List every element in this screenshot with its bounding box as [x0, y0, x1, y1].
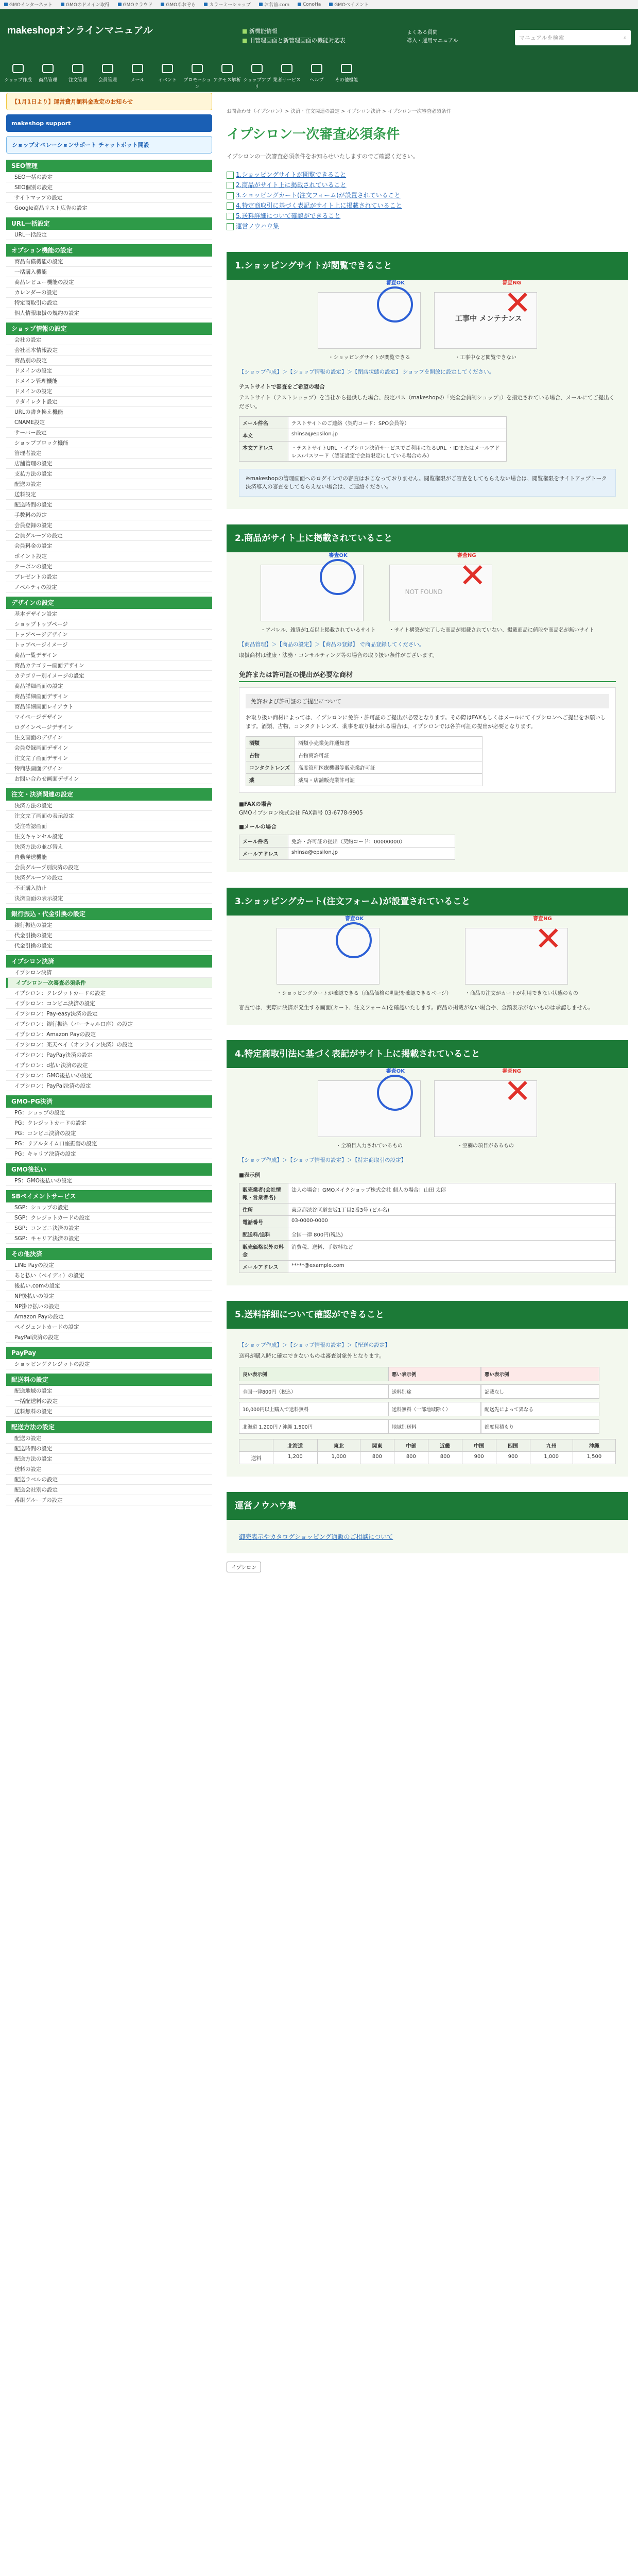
- shipping-header-cell: 東北: [317, 1439, 360, 1452]
- sidebar-item[interactable]: 送料無料の設定: [6, 1406, 212, 1417]
- section-1: 1.ショッピングサイトが閲覧できること 審査OK ・ショッピングサイトが閲覧できる 工事中 メンテナンス ✕ 審査NG ・工事中など閲覧できない 【ショップ作成】＞【ショップ情報の設定】＞【閉店状態の設定】 ショップを開放に設定してください。 テストサイトで審査をご希望の場合 テストサイト（テストショップ）を当社から提供した場合、設定パス（makeshopの「完全会員制ショップ」）を指定されている場合、メールにてご提出ください。 メール件名 テストサイトのご連絡（契約コード：SPO会員等） 本文 shinsa@epsilon.jp 本文アドレス ・テストサイトURL ・イプシロン決済サービスでご利用になるURL ・IDまたはメールアドレス/パスワード（認証設定で会員限定にしている場合のみ） ※makeshopの管理画面へのログインでの審査はおこなっておりません。閲覧権限がご審査をしてもらえない場合は、閲覧権限をサイトアップトーク決済導入の審査をしてもらえない場合は、ご連絡ください。: [227, 252, 628, 509]
- sidebar-item[interactable]: Amazon Payの設定: [6, 1312, 212, 1322]
- sidebar-item[interactable]: マイページデザイン: [6, 712, 212, 722]
- main-content: [227, 93, 628, 1572]
- nav-item[interactable]: 注文管理: [63, 62, 93, 92]
- sidebar-item[interactable]: 銀行振込の設定: [6, 920, 212, 930]
- sidebar-item[interactable]: イプシロン：クレジットカードの設定: [6, 988, 212, 998]
- sidebar-item[interactable]: PG：リアルタイム口座振替の設定: [6, 1139, 212, 1149]
- ng-example: ✕ 審査NG ・空欄の項目があるもの: [434, 1080, 537, 1149]
- nav-item[interactable]: 業者サービス: [272, 62, 302, 92]
- sidebar-item[interactable]: 配送方法の設定: [6, 1454, 212, 1464]
- service-icon: [329, 3, 333, 6]
- sidebar-item[interactable]: 決済方法の設定: [6, 801, 212, 811]
- sidebar-item[interactable]: PG：キャリア決済の設定: [6, 1149, 212, 1159]
- section-3: 3.ショッピングカート(注文フォーム)が設置されていること 審査OK ・ショッピングカートが確認できる（商品価格の明記を確認できるページ） ✕ 審査NG ・商品の注文がカートが利用できない状態のもの 審査では、実際に決済が発生する画面(カート、注文フォーム)を確認いたします。商品の掲載がない場合や、金額表示がないものは承認しません。: [227, 888, 628, 1025]
- sidebar-item[interactable]: 受注確認画面: [6, 821, 212, 832]
- nav-icon: [281, 64, 292, 73]
- sidebar-item[interactable]: イプシロン：PayPal決済の設定: [6, 1081, 212, 1091]
- ok-circle-icon: [377, 286, 413, 323]
- nav-icon: [221, 64, 233, 73]
- ok-example: 審査OK ・ショッピングサイトが閲覧できる: [318, 292, 421, 361]
- sidebar-item[interactable]: 商品有償機能の設定: [6, 257, 212, 267]
- topbar-link[interactable]: GMOインターネット: [4, 1, 53, 8]
- sidebar-item[interactable]: 商品レビュー機能の設定: [6, 277, 212, 287]
- top-strip: [0, 0, 638, 9]
- topbar-link[interactable]: お名前.com: [259, 1, 289, 8]
- ng-example: 工事中 メンテナンス ✕ 審査NG ・工事中など閲覧できない: [434, 292, 537, 361]
- toc-item[interactable]: 4.特定商取引に基づく表記がサイト上に掲載されていること: [227, 200, 628, 211]
- global-nav: [0, 62, 638, 92]
- ng-example: ✕ 審査NG ・商品の注文がカートが利用できない状態のもの: [464, 916, 578, 996]
- sidebar-item[interactable]: ドメイン管理機能: [6, 376, 212, 386]
- sidebar-item[interactable]: URL一括設定: [6, 230, 212, 240]
- sidebar-item[interactable]: 配送地域の設定: [6, 1386, 212, 1396]
- sidebar-item[interactable]: 店舗管理の設定: [6, 459, 212, 469]
- sidebar-item[interactable]: SGP：ショップの設定: [6, 1202, 212, 1213]
- sidebar-item[interactable]: 会社の設定: [6, 335, 212, 345]
- site-logo[interactable]: makeshopオンラインマニュアル: [7, 25, 153, 36]
- menu-path[interactable]: 【ショップ作成】＞【ショップ情報の設定】＞【閉店状態の設定】 ショップを開放に設定してください。: [239, 369, 495, 375]
- sidebar-item[interactable]: SGP：コンビニ決済の設定: [6, 1223, 212, 1233]
- sidebar-group-heading[interactable]: 配送方法の設定: [6, 1421, 212, 1433]
- nav-item[interactable]: ヘルプ: [302, 62, 332, 92]
- sidebar-item[interactable]: 決済グループの設定: [6, 873, 212, 883]
- topbar-link[interactable]: カラーミーショップ: [204, 1, 251, 8]
- sidebar-item[interactable]: 配送会社別の設定: [6, 1485, 212, 1495]
- sidebar-group-heading[interactable]: オプション機能の設定: [6, 244, 212, 257]
- shipping-header-cell: 中部: [394, 1439, 428, 1452]
- sidebar-item[interactable]: イプシロン：Amazon Payの設定: [6, 1029, 212, 1040]
- sidebar-item[interactable]: 注文画面のデザイン: [6, 733, 212, 743]
- sidebar-item[interactable]: SGP：キャリア決済の設定: [6, 1233, 212, 1244]
- sidebar-group-heading[interactable]: 銀行振込・代金引換の設定: [6, 908, 212, 920]
- header-news: [242, 27, 346, 45]
- shipping-cell: 800: [360, 1452, 394, 1464]
- search-icon[interactable]: ⌕: [623, 34, 627, 41]
- ok-circle-icon: [336, 922, 372, 958]
- sidebar-group-heading[interactable]: その他決済: [6, 1248, 212, 1260]
- sidebar-item[interactable]: 後払い.comの設定: [6, 1281, 212, 1291]
- section-5: 5.送料詳細について確認ができること 【ショップ作成】＞【ショップ情報の設定】＞【配送の設定】 送料が購入時に確定できないものは審査対象外となります。 良い表示例 悪い表示例 悪い表示例 全国一律800円（税込） 送料別途 記載なし 10,000円以上購入で送料無料 送料無料（一部地域除く） 配送先によって異なる 北海道 1,200円 / 沖縄 1,500円 地域別送料 都度見積もり 北海道 東北 関東 中部 近畿 中国 四国 九州 沖縄 送料 1,200 1,000 800 800 800 900 900 1,000 1,500: [227, 1301, 628, 1477]
- service-icon: [161, 3, 164, 6]
- sidebar-item[interactable]: サイトマップの設定: [6, 193, 212, 203]
- subsection-title: 免許または許可証の提出が必要な商材: [239, 669, 616, 682]
- page-title: イプシロン一次審査必須条件: [227, 126, 400, 142]
- sidebar-item[interactable]: イプシロン：Pay-easy決済の設定: [6, 1009, 212, 1019]
- info-box: ※makeshopの管理画面へのログインでの審査はおこなっておりません。閲覧権限がご審査をしてもらえない場合は、閲覧権限をサイトアップトーク決済導入の審査をしてもらえない場合は、ご連絡ください。: [239, 469, 616, 497]
- sidebar-group-heading[interactable]: SBペイメントサービス: [6, 1190, 212, 1202]
- sidebar-item[interactable]: URLの書き換え機能: [6, 407, 212, 417]
- sidebar-item[interactable]: イプシロン：コンビニ決済の設定: [6, 998, 212, 1009]
- shipping-cell: 送料: [239, 1452, 273, 1464]
- shipping-cell: 800: [428, 1452, 462, 1464]
- ng-cross-icon: ✕: [504, 284, 531, 323]
- sidebar-item[interactable]: イプシロン決済: [6, 968, 212, 978]
- topbar-link[interactable]: GMOクラウド: [118, 1, 153, 8]
- nav-icon: [311, 64, 322, 73]
- section-heading: 3.ショッピングカート(注文フォーム)が設置されていること: [227, 888, 628, 916]
- shipping-cell: 900: [496, 1452, 530, 1464]
- knowhow-section: [227, 1492, 628, 1553]
- ng-cross-icon: ✕: [534, 920, 562, 958]
- sidebar-group-heading[interactable]: GMO-PG決済: [6, 1095, 212, 1108]
- shipping-table: [239, 1439, 616, 1464]
- sidebar-group-heading[interactable]: SEO管理: [6, 160, 212, 172]
- header-links: [407, 29, 510, 45]
- section-heading: 運営ノウハウ集: [227, 1492, 628, 1520]
- menu-path[interactable]: 【商品管理】＞【商品の設定】＞【商品の登録】 で商品登録してください。: [239, 641, 425, 648]
- sidebar-item[interactable]: イプシロン：d払い決済の設定: [6, 1060, 212, 1071]
- sidebar: [6, 93, 212, 1505]
- shipping-header-cell: 中国: [462, 1439, 496, 1452]
- section-heading: 1.ショッピングサイトが閲覧できること: [227, 252, 628, 280]
- sidebar-item[interactable]: 一括購入機能: [6, 267, 212, 277]
- sidebar-item[interactable]: 商品別の設定: [6, 355, 212, 366]
- sidebar-group-heading[interactable]: GMO後払い: [6, 1163, 212, 1176]
- shipping-cell: 1,000: [530, 1452, 573, 1464]
- nav-icon: [12, 64, 24, 73]
- sidebar-item[interactable]: お問い合わせ画面デザイン: [6, 774, 212, 784]
- sidebar-item[interactable]: 商品詳細画面の設定: [6, 681, 212, 691]
- sidebar-item[interactable]: 会員グループの設定: [6, 531, 212, 541]
- sidebar-group-heading[interactable]: イプシロン決済: [6, 955, 212, 968]
- sidebar-item[interactable]: 会員料金の設定: [6, 541, 212, 551]
- sidebar-item[interactable]: 送料の設定: [6, 1464, 212, 1475]
- nav-icon: [42, 64, 54, 73]
- shipping-header-cell: 四国: [496, 1439, 530, 1452]
- ng-cross-icon: ✕: [458, 557, 487, 595]
- sidebar-item[interactable]: 商品詳細画面レイアウト: [6, 702, 212, 712]
- sidebar-item[interactable]: 商品カテゴリー画面デザイン: [6, 660, 212, 671]
- sidebar-item[interactable]: イプシロン：GMO後払いの設定: [6, 1071, 212, 1081]
- toc-item[interactable]: 3.ショッピングカート(注文フォーム)が設置されていること: [227, 190, 628, 200]
- sidebar-item[interactable]: PS：GMO後払いの設定: [6, 1176, 212, 1186]
- sidebar-item[interactable]: 商品一覧デザイン: [6, 650, 212, 660]
- nav-item[interactable]: 商品管理: [33, 62, 63, 92]
- shipping-cell: 800: [394, 1452, 428, 1464]
- menu-path[interactable]: 【ショップ作成】＞【ショップ情報の設定】＞【特定商取引の設定】: [239, 1157, 407, 1163]
- sidebar-item[interactable]: ペイジェントカードの設定: [6, 1322, 212, 1332]
- sidebar-item[interactable]: ショッピングクレジットの設定: [6, 1359, 212, 1369]
- nav-item[interactable]: プロモーション: [182, 62, 212, 92]
- shipping-cell: 1,500: [573, 1452, 615, 1464]
- sidebar-item[interactable]: 代金引換の設定: [6, 941, 212, 951]
- sidebar-item[interactable]: 配送ラベルの設定: [6, 1475, 212, 1485]
- sidebar-item[interactable]: 基本デザイン設定: [6, 609, 212, 619]
- shipping-cell: 900: [462, 1452, 496, 1464]
- sidebar-item[interactable]: カテゴリー別イメージの設定: [6, 671, 212, 681]
- sidebar-item[interactable]: 注文キャンセル設定: [6, 832, 212, 842]
- sidebar-item[interactable]: 不正購入防止: [6, 883, 212, 893]
- tokusho-table: 販売業者(会社情報・営業者名) 法人の場合：GMOメイクショップ株式会社 個人の場合：山田 太郎 住所 東京都渋谷区道玄坂1丁目2番3号 (ビル名) 電話番号 03-0000-0000 配送料/送料 全国一律 800円(税込) 販売価格以外の料金 消費税、送料、手数料など メールアドレス *****@example.com: [239, 1183, 616, 1273]
- nav-item[interactable]: メール: [123, 62, 152, 92]
- sidebar-item[interactable]: 支払方法の設定: [6, 469, 212, 479]
- sidebar-item[interactable]: 注文完了画面デザイン: [6, 753, 212, 764]
- shipping-cell: 1,200: [273, 1452, 317, 1464]
- license-excerpt: 免許および許可証のご提出について お取り扱い商材によっては、イプシロンに免許・許可証のご提出が必要となります。その際はFAXもしくはメールにてイプシロンへご提出をお願いします。酒類、古物、コンタクトレンズ、薬事を取り扱われる場合は、イプシロンでは各許可証の提出が必要となります。 酒類 酒類小売業免許通知書 古物 古物商許可証 コンタクトレンズ 高度管理医療機器等販売業許可証 薬 薬局・店舗販売業許可証: [239, 687, 616, 793]
- promo-fee[interactable]: 【1月1日より】運営費月額料金改定のお知らせ: [6, 93, 212, 110]
- topbar-link[interactable]: GMOペイメント: [329, 1, 369, 8]
- sidebar-item[interactable]: プレゼントの設定: [6, 572, 212, 582]
- shipping-header-cell: 近畿: [428, 1439, 462, 1452]
- sidebar-item[interactable]: トップページデザイン: [6, 630, 212, 640]
- sidebar-item[interactable]: PG：ショップの設定: [6, 1108, 212, 1118]
- sidebar-group-heading[interactable]: ショップ情報の設定: [6, 323, 212, 335]
- shipping-header-cell: 沖縄: [573, 1439, 615, 1452]
- promo-chatbot[interactable]: ショップオペレーションサポート チャットボット開設: [6, 136, 212, 154]
- breadcrumb: お問合わせ（イプシロン）> 決済・注文関連の設定 > イプシロン決済 > イプシロン一次審査必須条件: [227, 109, 451, 114]
- lead-text: イプシロンの一次審査必須条件をお知らせいたしますのでご確認ください。: [227, 153, 419, 160]
- sidebar-item[interactable]: NP掛け払いの設定: [6, 1301, 212, 1312]
- sidebar-item[interactable]: ポイント設定: [6, 551, 212, 562]
- sidebar-item[interactable]: Google商品リスト広告の設定: [6, 203, 212, 213]
- nav-item[interactable]: ショップアプリ: [242, 62, 272, 92]
- nav-item[interactable]: ショップ作成: [3, 62, 33, 92]
- sidebar-item[interactable]: クーポンの設定: [6, 562, 212, 572]
- sidebar-item[interactable]: 配送の設定: [6, 479, 212, 489]
- sidebar-item[interactable]: 自動発送機能: [6, 852, 212, 862]
- table-of-contents: [227, 170, 628, 231]
- sidebar-item[interactable]: SEO個別の設定: [6, 182, 212, 193]
- news-link-new[interactable]: ■ 新機能情報: [242, 27, 346, 36]
- sidebar-menu: [6, 160, 212, 1505]
- news-link-table[interactable]: ■ 旧管理画面と新管理画面の機能対応表: [242, 36, 346, 45]
- nav-item[interactable]: アクセス解析: [212, 62, 242, 92]
- ok-example: 審査OK ・アパレル、雑貨が1点以上掲載されているサイト: [260, 553, 376, 633]
- toc-item[interactable]: 5.送料詳細について確認ができること: [227, 211, 628, 221]
- section-4: 4.特定商取引法に基づく表記がサイト上に掲載されていること 審査OK ・全項目入力されているもの ✕ 審査NG ・空欄の項目があるもの 【ショップ作成】＞【ショップ情報の設定】＞【特定商取引の設定】 ■表示例 販売業者(会社情報・営業者名) 法人の場合：GMOメイクショップ株式会社 個人の場合：山田 太郎 住所 東京都渋谷区道玄坂1丁目2番3号 (ビル名) 電話番号 03-0000-0000 配送料/送料 全国一律 800円(税込) 販売価格以外の料金 消費税、送料、手数料など メールアドレス *****@example.com: [227, 1040, 628, 1285]
- sidebar-group-heading[interactable]: 注文・決済関連の設定: [6, 788, 212, 801]
- nav-item[interactable]: その他機能: [332, 62, 361, 92]
- toc-item[interactable]: 1.ショッピングサイトが閲覧できること: [227, 170, 628, 180]
- tag-button[interactable]: イプシロン: [227, 1562, 261, 1572]
- ok-circle-icon: [377, 1075, 413, 1111]
- sidebar-item[interactable]: 管理者設定: [6, 448, 212, 459]
- menu-path[interactable]: 【ショップ作成】＞【ショップ情報の設定】＞【配送の設定】: [239, 1342, 390, 1348]
- sidebar-item[interactable]: カレンダーの設定: [6, 287, 212, 298]
- sidebar-item[interactable]: 注文完了画面の表示設定: [6, 811, 212, 821]
- sidebar-item[interactable]: ドメインの設定: [6, 386, 212, 397]
- sidebar-item[interactable]: 会員グループ別決済の設定: [6, 862, 212, 873]
- sidebar-item[interactable]: 商品詳細画面デザイン: [6, 691, 212, 702]
- topbar-link[interactable]: ConoHa: [298, 2, 321, 7]
- service-icon: [259, 3, 263, 6]
- service-icon: [298, 3, 301, 6]
- sidebar-item[interactable]: 決済方法の並び替え: [6, 842, 212, 852]
- sidebar-item[interactable]: サーバー設定: [6, 428, 212, 438]
- nav-icon: [102, 64, 113, 73]
- sidebar-item[interactable]: 配送の設定: [6, 1433, 212, 1444]
- sidebar-item[interactable]: PayPal決済の設定: [6, 1332, 212, 1343]
- sidebar-item[interactable]: SGP：クレジットカードの設定: [6, 1213, 212, 1223]
- sidebar-item[interactable]: イプシロン一次審査必須条件: [6, 978, 212, 988]
- sidebar-item[interactable]: ショップトップページ: [6, 619, 212, 630]
- sidebar-item[interactable]: 特定商取引の設定: [6, 298, 212, 308]
- sidebar-item[interactable]: SEO一括の設定: [6, 172, 212, 182]
- section-heading: 5.送料詳細について確認ができること: [227, 1301, 628, 1329]
- sidebar-item[interactable]: 代金引換の設定: [6, 930, 212, 941]
- service-icon: [61, 3, 64, 6]
- sidebar-item[interactable]: 個人情報取扱の規約の設定: [6, 308, 212, 318]
- section-heading: 4.特定商取引法に基づく表記がサイト上に掲載されていること: [227, 1040, 628, 1068]
- nav-item[interactable]: 会員管理: [93, 62, 123, 92]
- shipping-header-cell: 関東: [360, 1439, 394, 1452]
- ng-cross-icon: ✕: [504, 1073, 531, 1111]
- nav-icon: [251, 64, 263, 73]
- sidebar-group-heading[interactable]: URL一括設定: [6, 217, 212, 230]
- service-icon: [4, 3, 8, 6]
- sidebar-item[interactable]: 一括配送料の設定: [6, 1396, 212, 1406]
- sidebar-group-heading[interactable]: 配送料の設定: [6, 1374, 212, 1386]
- sidebar-group-heading[interactable]: PayPay: [6, 1347, 212, 1359]
- sidebar-item[interactable]: イプシロン：PayPay決済の設定: [6, 1050, 212, 1060]
- search-input[interactable]: マニュアルを検索 ⌕: [515, 30, 631, 45]
- sidebar-item[interactable]: 会社基本情報設定: [6, 345, 212, 355]
- sidebar-item[interactable]: 配送時間の設定: [6, 500, 212, 510]
- toc-item[interactable]: 2.商品がサイト上に掲載されていること: [227, 180, 628, 190]
- nav-icon: [72, 64, 83, 73]
- toc-item[interactable]: 運営ノウハウ集: [227, 221, 628, 231]
- sidebar-item[interactable]: 配送時間の設定: [6, 1444, 212, 1454]
- nav-item[interactable]: イベント: [152, 62, 182, 92]
- ok-circle-icon: [320, 559, 356, 595]
- sidebar-item[interactable]: ドメインの設定: [6, 366, 212, 376]
- sidebar-item[interactable]: 手数料の設定: [6, 510, 212, 520]
- sidebar-item[interactable]: 番組グループの設定: [6, 1495, 212, 1505]
- shipping-cell: 1,000: [317, 1452, 360, 1464]
- sidebar-item[interactable]: 送料設定: [6, 489, 212, 500]
- sidebar-item[interactable]: あと払い（ペイディ）の設定: [6, 1270, 212, 1281]
- promo-support[interactable]: makeshop support: [6, 114, 212, 132]
- ok-example: 審査OK ・ショッピングカートが確認できる（商品価格の明記を確認できるページ）: [277, 916, 452, 996]
- faq-link[interactable]: よくある質問: [407, 30, 438, 36]
- sidebar-item[interactable]: 特商法画面デザイン: [6, 764, 212, 774]
- shipping-header-cell: 北海道: [273, 1439, 317, 1452]
- sidebar-item[interactable]: トップページイメージ: [6, 640, 212, 650]
- sidebar-item[interactable]: 決済画面の表示設定: [6, 893, 212, 904]
- nav-icon: [132, 64, 143, 73]
- sidebar-item[interactable]: 会員登録画面デザイン: [6, 743, 212, 753]
- sidebar-item[interactable]: ログインページデザイン: [6, 722, 212, 733]
- sidebar-group-heading[interactable]: デザインの設定: [6, 597, 212, 609]
- sidebar-item[interactable]: ノベルティの設定: [6, 582, 212, 592]
- sidebar-item[interactable]: リダイレクト設定: [6, 397, 212, 407]
- contact-table: メール件名 テストサイトのご連絡（契約コード：SPO会員等） 本文 shinsa@epsilon.jp 本文アドレス ・テストサイトURL ・イプシロン決済サービスでご利用になるURL ・IDまたはメールアドレス/パスワード（認証設定で会員限定にしている場合のみ）: [239, 416, 507, 462]
- nav-icon: [192, 64, 203, 73]
- knowhow-link[interactable]: 御売表示やカタログショッピング通販のご相談について: [239, 1533, 393, 1540]
- shipping-header-cell: [239, 1439, 273, 1452]
- header: [0, 9, 638, 92]
- sidebar-item[interactable]: ショップブロック機能: [6, 438, 212, 448]
- nav-icon: [162, 64, 173, 73]
- nav-icon: [341, 64, 352, 73]
- ok-example: 審査OK ・全項目入力されているもの: [318, 1080, 421, 1149]
- topbar-link[interactable]: GMOのドメイン取得: [61, 1, 110, 8]
- shipping-header-cell: 九州: [530, 1439, 573, 1452]
- sidebar-item[interactable]: イプシロン：楽天ペイ（オンライン決済）の設定: [6, 1040, 212, 1050]
- section-2: 2.商品がサイト上に掲載されていること 審査OK ・アパレル、雑貨が1点以上掲載されているサイト NOT FOUND ✕ 審査NG ・サイト構築が完了した商品が掲載されていない、掲載商品に値段や商品名が無いサイト 【商品管理】＞【商品の設定】＞【商品の登録】 で商品登録してください。 取扱商材は健康・法務・コンサルティング等の場合の取り扱い条件がございます。 免許または許可証の提出が必要な商材 免許および許可証のご提出について お取り扱い商材によっては、イプシロンに免許・許可証のご提出が必要となります。その際はFAXもしくはメールにてイプシロンへご提出をお願いします。酒類、古物、コンタクトレンズ、薬事を取り扱われる場合は、イプシロンでは各許可証の提出が必要となります。 酒類 酒類小売業免許通知書 古物 古物商許可証 コンタクトレンズ 高度管理医療機器等販売業許可証 薬 薬局・店舗販売業許可証 ■FAXの場合 GMOイプシロン株式会社 FAX番号 03-6778-9905 ■メールの場合 メール件名 免許・許可証の提出（契約コード：00000000） メールアドレス shinsa@epsilon.jp: [227, 524, 628, 872]
- service-icon: [204, 3, 208, 6]
- sidebar-item[interactable]: NP後払いの設定: [6, 1291, 212, 1301]
- manual-link[interactable]: 導入・運用マニュアル: [407, 38, 458, 44]
- service-icon: [118, 3, 122, 6]
- sidebar-item[interactable]: CNAME設定: [6, 417, 212, 428]
- sidebar-item[interactable]: 会員登録の設定: [6, 520, 212, 531]
- sidebar-item[interactable]: PG：コンビニ決済の設定: [6, 1128, 212, 1139]
- ng-example: NOT FOUND ✕ 審査NG ・サイト構築が完了した商品が掲載されていない、掲載商品に値段や商品名が無いサイト: [389, 553, 595, 633]
- topbar-link[interactable]: GMOあおぞら: [161, 1, 196, 8]
- sidebar-item[interactable]: LINE Payの設定: [6, 1260, 212, 1270]
- section-heading: 2.商品がサイト上に掲載されていること: [227, 524, 628, 552]
- sidebar-item[interactable]: PG：クレジットカードの設定: [6, 1118, 212, 1128]
- sidebar-item[interactable]: イプシロン：銀行振込（バーチャル口座）の設定: [6, 1019, 212, 1029]
